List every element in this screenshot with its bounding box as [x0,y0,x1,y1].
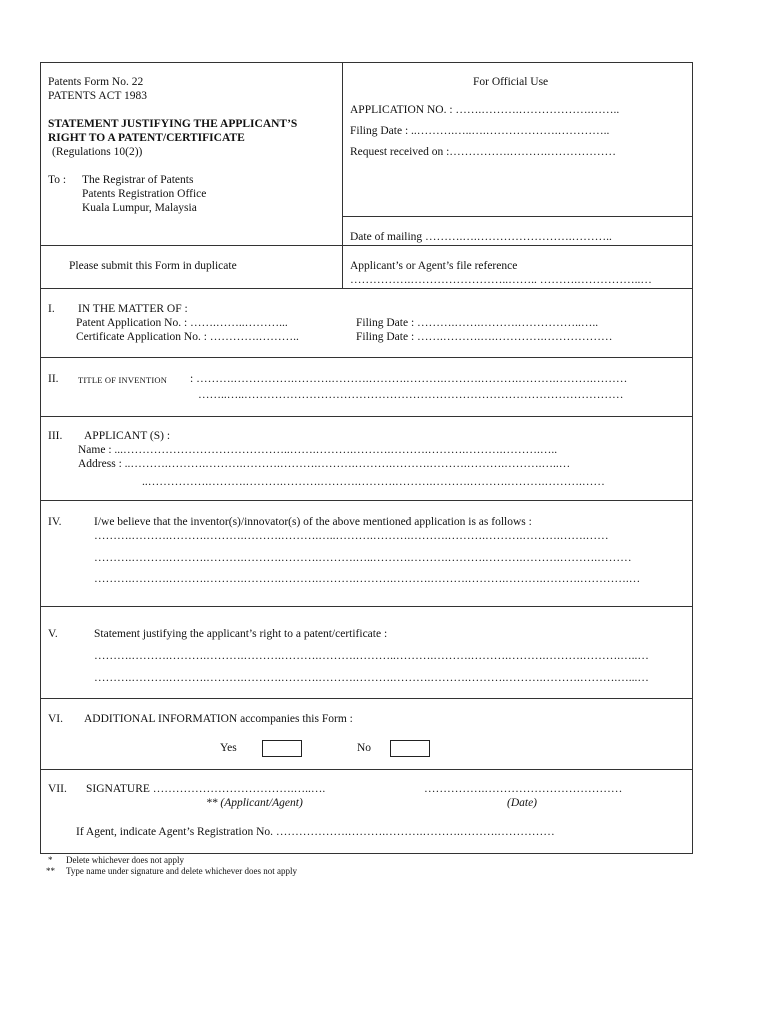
registrar-line1: The Registrar of Patents [82,174,194,186]
justification-statement: Statement justifying the applicant’s right to a patent/certificate : [94,628,388,640]
section5-number: V. [48,628,58,640]
patent-application-no-field[interactable]: Patent Application No. : …….……..………... [76,317,288,329]
section6-number: VI. [48,713,64,725]
justification-field-line1[interactable]: ……….……….……….……….……….……….……….………..……….……….……….……….……….……….…..… [94,650,649,662]
title-of-invention-field-line2[interactable]: ……..…..……………………………………………………………………………………… [198,389,624,401]
no-label: No [357,742,372,754]
signature-field[interactable]: SIGNATURE ……………………………….…..…. [86,783,326,795]
section4-number: IV. [48,516,62,528]
request-received-field[interactable]: Request received on :…………….……….……………… [350,146,617,158]
justification-field-line2[interactable]: ……….……….……….……….……….……….……….……….……….……….……….……….……….……….…...… [94,672,649,684]
no-checkbox[interactable] [390,740,430,757]
frame-right [692,62,693,854]
section3-number: III. [48,430,63,442]
footnote1-mark: * [48,855,53,865]
divider-s6 [40,698,693,699]
submit-note: Please submit this Form in duplicate [69,260,237,272]
section1-filing-date2-field[interactable]: Filing Date : …….……….….………….……………… [356,331,613,343]
date-field[interactable]: …………….……………………………… [424,783,623,795]
divider-s3 [40,416,693,417]
divider-s5 [40,606,693,607]
inventor-statement: I/we believe that the inventor(s)/innovator(s) of the above mentioned application is as follows : [94,516,532,528]
inventor-field-line3[interactable]: ……….……….……….……….……….……….……….……….……….……….……….……….……….………….… [94,573,641,585]
inventor-field-line2[interactable]: ……….……….……….……….……….……….……….…..……….……….……….……….……….……….……… [94,552,632,564]
frame-bottom [40,853,693,854]
frame-top [40,62,693,63]
file-reference-label: Applicant’s or Agent’s file reference [350,260,518,272]
date-caption: (Date) [507,797,538,809]
registrar-line2: Patents Registration Office [82,188,207,200]
footnote2-mark: ** [46,866,55,876]
certificate-application-no-field[interactable]: Certificate Application No. : ………….……….. [76,331,299,343]
divider-s7 [40,769,693,770]
applicant-name-field[interactable]: Name : ...……………………………………..…….……….……….……….……….……….……….….. [78,444,558,456]
section2-number: II. [48,373,59,385]
divider-s4 [40,500,693,501]
agent-registration-field[interactable]: If Agent, indicate Agent’s Registration No. ……………….……….……….……….……….…………… [76,826,555,838]
applicant-heading: APPLICANT (S) : [84,430,171,442]
form-number: Patents Form No. 22 [48,76,144,88]
applicant-agent-caption: ** (Applicant/Agent) [206,797,303,809]
footnote1-text: Delete whichever does not apply [66,855,184,865]
footnote2-text: Type name under signature and delete whichever does not apply [66,866,298,876]
frame-left [40,62,41,854]
applicant-address-field[interactable]: Address : ..……….……….……….……….……….……….……….……….……….……….……….…..… [78,458,571,470]
file-reference-field[interactable]: …………….……………………..…….. ……….……………..… [350,274,652,286]
divider-s1 [40,288,693,289]
official-use-heading: For Official Use [473,76,549,88]
yes-label: Yes [220,742,237,754]
inventor-field-line1[interactable]: ……….……….……….……….……….……….…..……….……….……….……….……….……….…….…… [94,530,609,542]
header-divider [342,62,343,288]
regulations: (Regulations 10(2)) [52,146,143,158]
title-of-invention-field[interactable]: : ……….…………….……….……….……….……….……….……….……….……….……… [190,373,628,385]
section1-filing-date1-field[interactable]: Filing Date : ……….…….……….……………..….. [356,317,599,329]
applicant-address-field-line2[interactable]: ..…………….……….……….……….……….……….……….……….……….……….……….…… [142,476,605,488]
act-name: PATENTS ACT 1983 [48,90,148,102]
official-use-divider [342,216,693,217]
section1-title: IN THE MATTER OF : [78,303,188,315]
section7-number: VII. [48,783,67,795]
date-of-mailing-field[interactable]: Date of mailing ……….….…………………….……….. [350,231,612,243]
title-of-invention-label: TITLE OF INVENTION [78,375,168,385]
section1-number: I. [48,303,55,315]
additional-info-text: ADDITIONAL INFORMATION accompanies this Form : [84,713,353,725]
application-no-field[interactable]: APPLICATION NO. : …….……….……………….…….. [350,104,620,116]
filing-date-field[interactable]: Filing Date : ..……….…..….……………….………….. [350,125,610,137]
divider-s2 [40,357,693,358]
form-title-line2: RIGHT TO A PATENT/CERTIFICATE [48,132,245,144]
registrar-line3: Kuala Lumpur, Malaysia [82,202,197,214]
divider-header-bottom [40,245,693,246]
form-title-line1: STATEMENT JUSTIFYING THE APPLICANT’S [48,118,298,130]
yes-checkbox[interactable] [262,740,302,757]
to-label: To : [48,174,67,186]
